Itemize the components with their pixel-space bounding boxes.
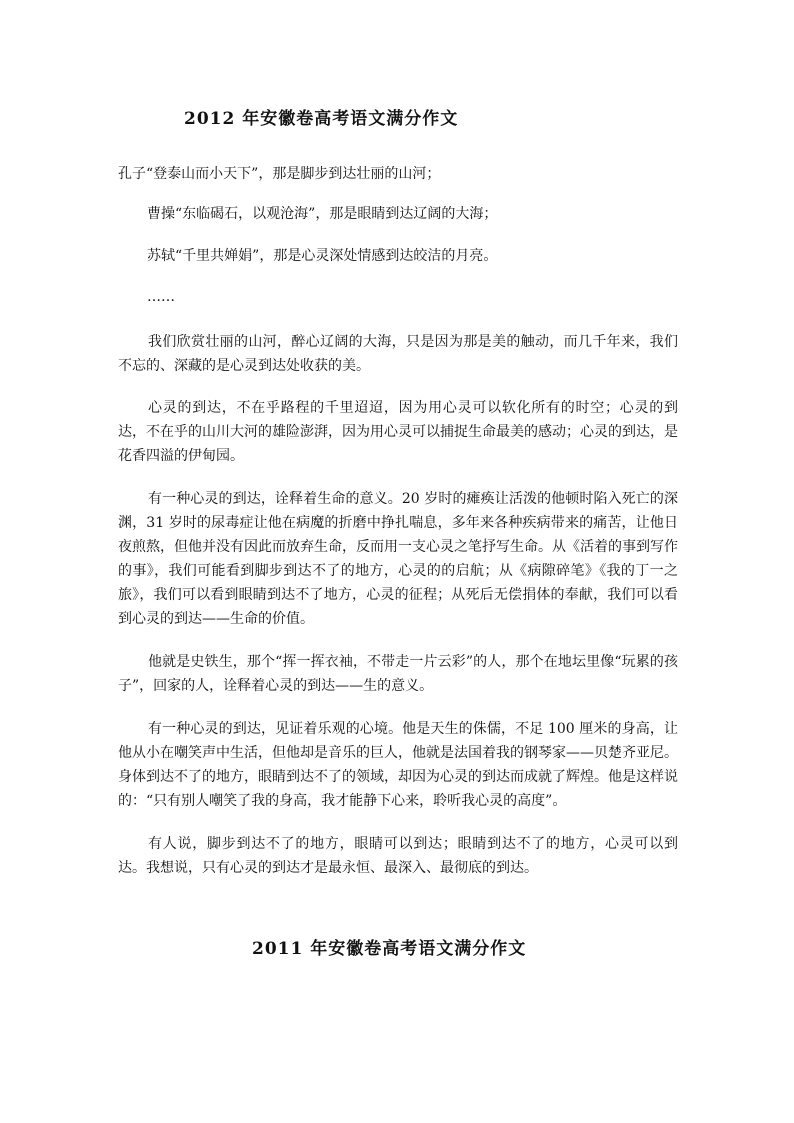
intro-line-caocao: 曹操“东临碣石，以观沧海”，那是眼睛到达辽阔的大海； [147, 206, 498, 222]
paragraph-4: 他就是史铁生，那个“挥一挥衣袖，不带走一片云彩”的人，那个在地坛里像“玩累的孩子”，回家的人，诠释着心灵的到达——生的意义。 [118, 654, 678, 694]
paragraph-2: 心灵的到达，不在乎路程的千里迢迢，因为用心灵可以软化所有的时空；心灵的到达，不在乎的山川大河的雄险澎湃，因为用心灵可以捕捉生命最美的感动；心灵的到达，是花香四溢的伊甸园。 [118, 400, 678, 464]
paragraph-6: 有人说，脚步到达不了的地方，眼睛可以到达；眼睛到达不了的地方，心灵可以到达。我想说，只有心灵的到达才是最永恒、最深入、最彻底的到达。 [118, 836, 678, 876]
paragraph-3: 有一种心灵的到达，诠释着生命的意义。20 岁时的瘫痪让活泼的他顿时陷入死亡的深渊，31 岁时的尿毒症让他在病魔的折磨中挣扎喘息，多年来各种疾病带来的痛苦，让他日夜煎熬，但他并没有因此而放弃生命，反而用一支心灵之笔抒写生命。从《活着的事到写作的事》，我们可能看到脚步到达不了的地方，心灵的的启航；从《病隙碎笔》《我的丁一之旅》，我们可以看到眼睛到达不了地方，心灵的征程；从死后无偿捐体的奉献，我们可以看到心灵的到达——生命的价值。 [118, 491, 678, 627]
essay-title-2011: 2011 年安徽卷高考语文满分作文 [252, 939, 527, 959]
essay-title-2012: 2012 年安徽卷高考语文满分作文 [184, 109, 459, 129]
intro-line-ellipsis: …… [147, 289, 175, 305]
intro-line-confucius: 孔子“登泰山而小天下”，那是脚步到达壮丽的山河； [118, 166, 441, 182]
paragraph-1: 我们欣赏壮丽的山河，醉心辽阔的大海，只是因为那是美的触动，而几千年来，我们不忘的、深藏的是心灵到达处收获的美。 [118, 334, 678, 374]
intro-line-sushi: 苏轼“千里共婵娟”，那是心灵深处情感到达皎洁的月亮。 [147, 248, 498, 264]
paragraph-5: 有一种心灵的到达，见证着乐观的心境。他是天生的侏儒，不足 100 厘米的身高，让他从小在嘲笑声中生活，但他却是音乐的巨人，他就是法国着我的钢琴家——贝楚齐亚尼。身体到达不了的地方，眼睛到达不了的领域，却因为心灵的到达而成就了辉煌。他是这样说的：“只有别人嘲笑了我的身高，我才能静下心来，聆听我心灵的高度”。 [118, 721, 678, 809]
